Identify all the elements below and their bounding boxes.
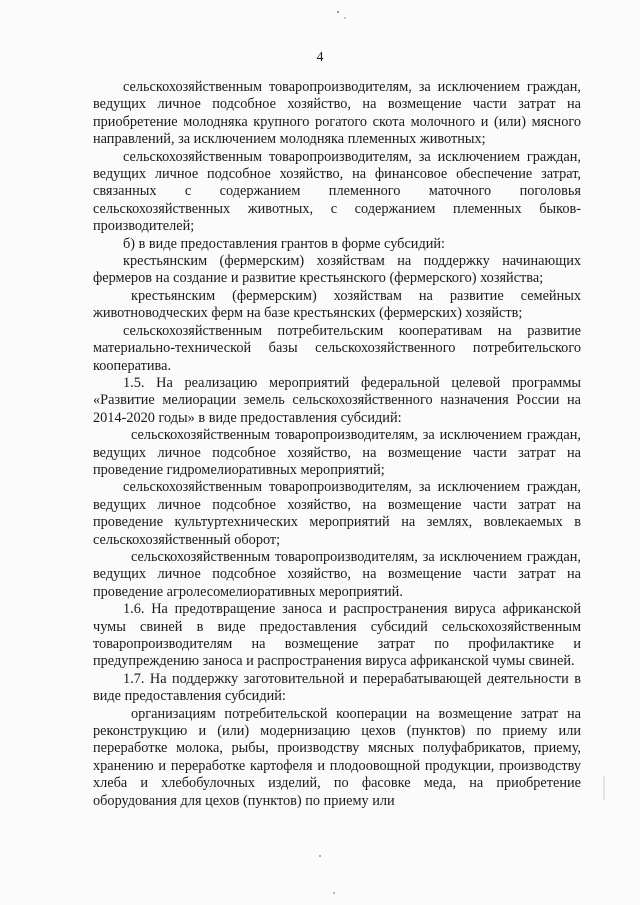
paragraph: сельскохозяйственным товаропроизводителям, за исключением граждан, ведущих личное подсобное хозяйство, на возмещение части затрат на проведение культуртехнических мероприятий на землях, вовлекаемых в сельскохозяйственный оборот; <box>93 479 581 548</box>
paragraph: сельскохозяйственным товаропроизводителям, за исключением граждан, ведущих личное подсобное хозяйство, на возмещение части затрат на проведение гидромелиоративных мероприятий; <box>93 427 581 478</box>
paragraph: сельскохозяйственным товаропроизводителям, за исключением граждан, ведущих личное подсобное хозяйство, на финансовое обеспечение затрат, связанных с содержанием племенного маточного поголовья сельскохозяйственных животных, с содержанием племенных быков-производителей; <box>93 148 581 235</box>
paragraph: 1.5. На реализацию мероприятий федеральной целевой программы «Развитие мелиорации земель сельскохозяйственного назначения России на 2014-2020 годы» в виде предоставления субсидий: <box>93 374 581 426</box>
paragraph: сельскохозяйственным товаропроизводителям, за исключением граждан, ведущих личное подсобное хозяйство, на возмещение части затрат на приобретение молодняка крупного рогатого скота молочного и (или) мясного направлений, за исключением молодняка племенных животных; <box>93 79 581 148</box>
paragraph: 1.6. На предотвращение заноса и распространения вируса африканской чумы свиней в виде предоставления субсидий сельскохозяйственным товаропроизводителям на возмещение затрат по профилактике и предупреждению заноса и распространения вируса африканской чумы свиней. <box>93 601 581 670</box>
paragraph: организациям потребительской кооперации на возмещение затрат на реконструкцию и (или) модернизацию цехов (пунктов) по приему или переработке молока, рыбы, производству мясных полуфабрикатов, приему, хранению и переработке картофеля и плодоовощной продукции, производству хлеба и хлебобулочных изделий, по фасовке меда, на приобретение оборудования для цехов (пунктов) по приему или <box>93 705 581 809</box>
paragraph: 1.7. На поддержку заготовительной и перерабатывающей деятельности в виде предоставления субсидий: <box>93 670 581 705</box>
paragraph: сельскохозяйственным товаропроизводителям, за исключением граждан, ведущих личное подсобное хозяйство, на возмещение части затрат на проведение агролесомелиоративных мероприятий. <box>93 548 581 600</box>
page-number: 4 <box>316 50 324 65</box>
paragraph: крестьянским (фермерским) хозяйствам на развитие семейных животноводческих ферм на базе крестьянских (фермерских) хозяйств; <box>93 287 581 322</box>
paragraph: сельскохозяйственным потребительским кооперативам на развитие материально-технической базы сельскохозяйственного потребительского кооператива. <box>93 322 581 374</box>
document-body <box>93 79 581 810</box>
paragraph: б) в виде предоставления грантов в форме субсидий: <box>123 235 445 252</box>
paragraph: крестьянским (фермерским) хозяйствам на поддержку начинающих фермеров на создание и развитие крестьянского (фермерского) хозяйства; <box>93 253 581 287</box>
